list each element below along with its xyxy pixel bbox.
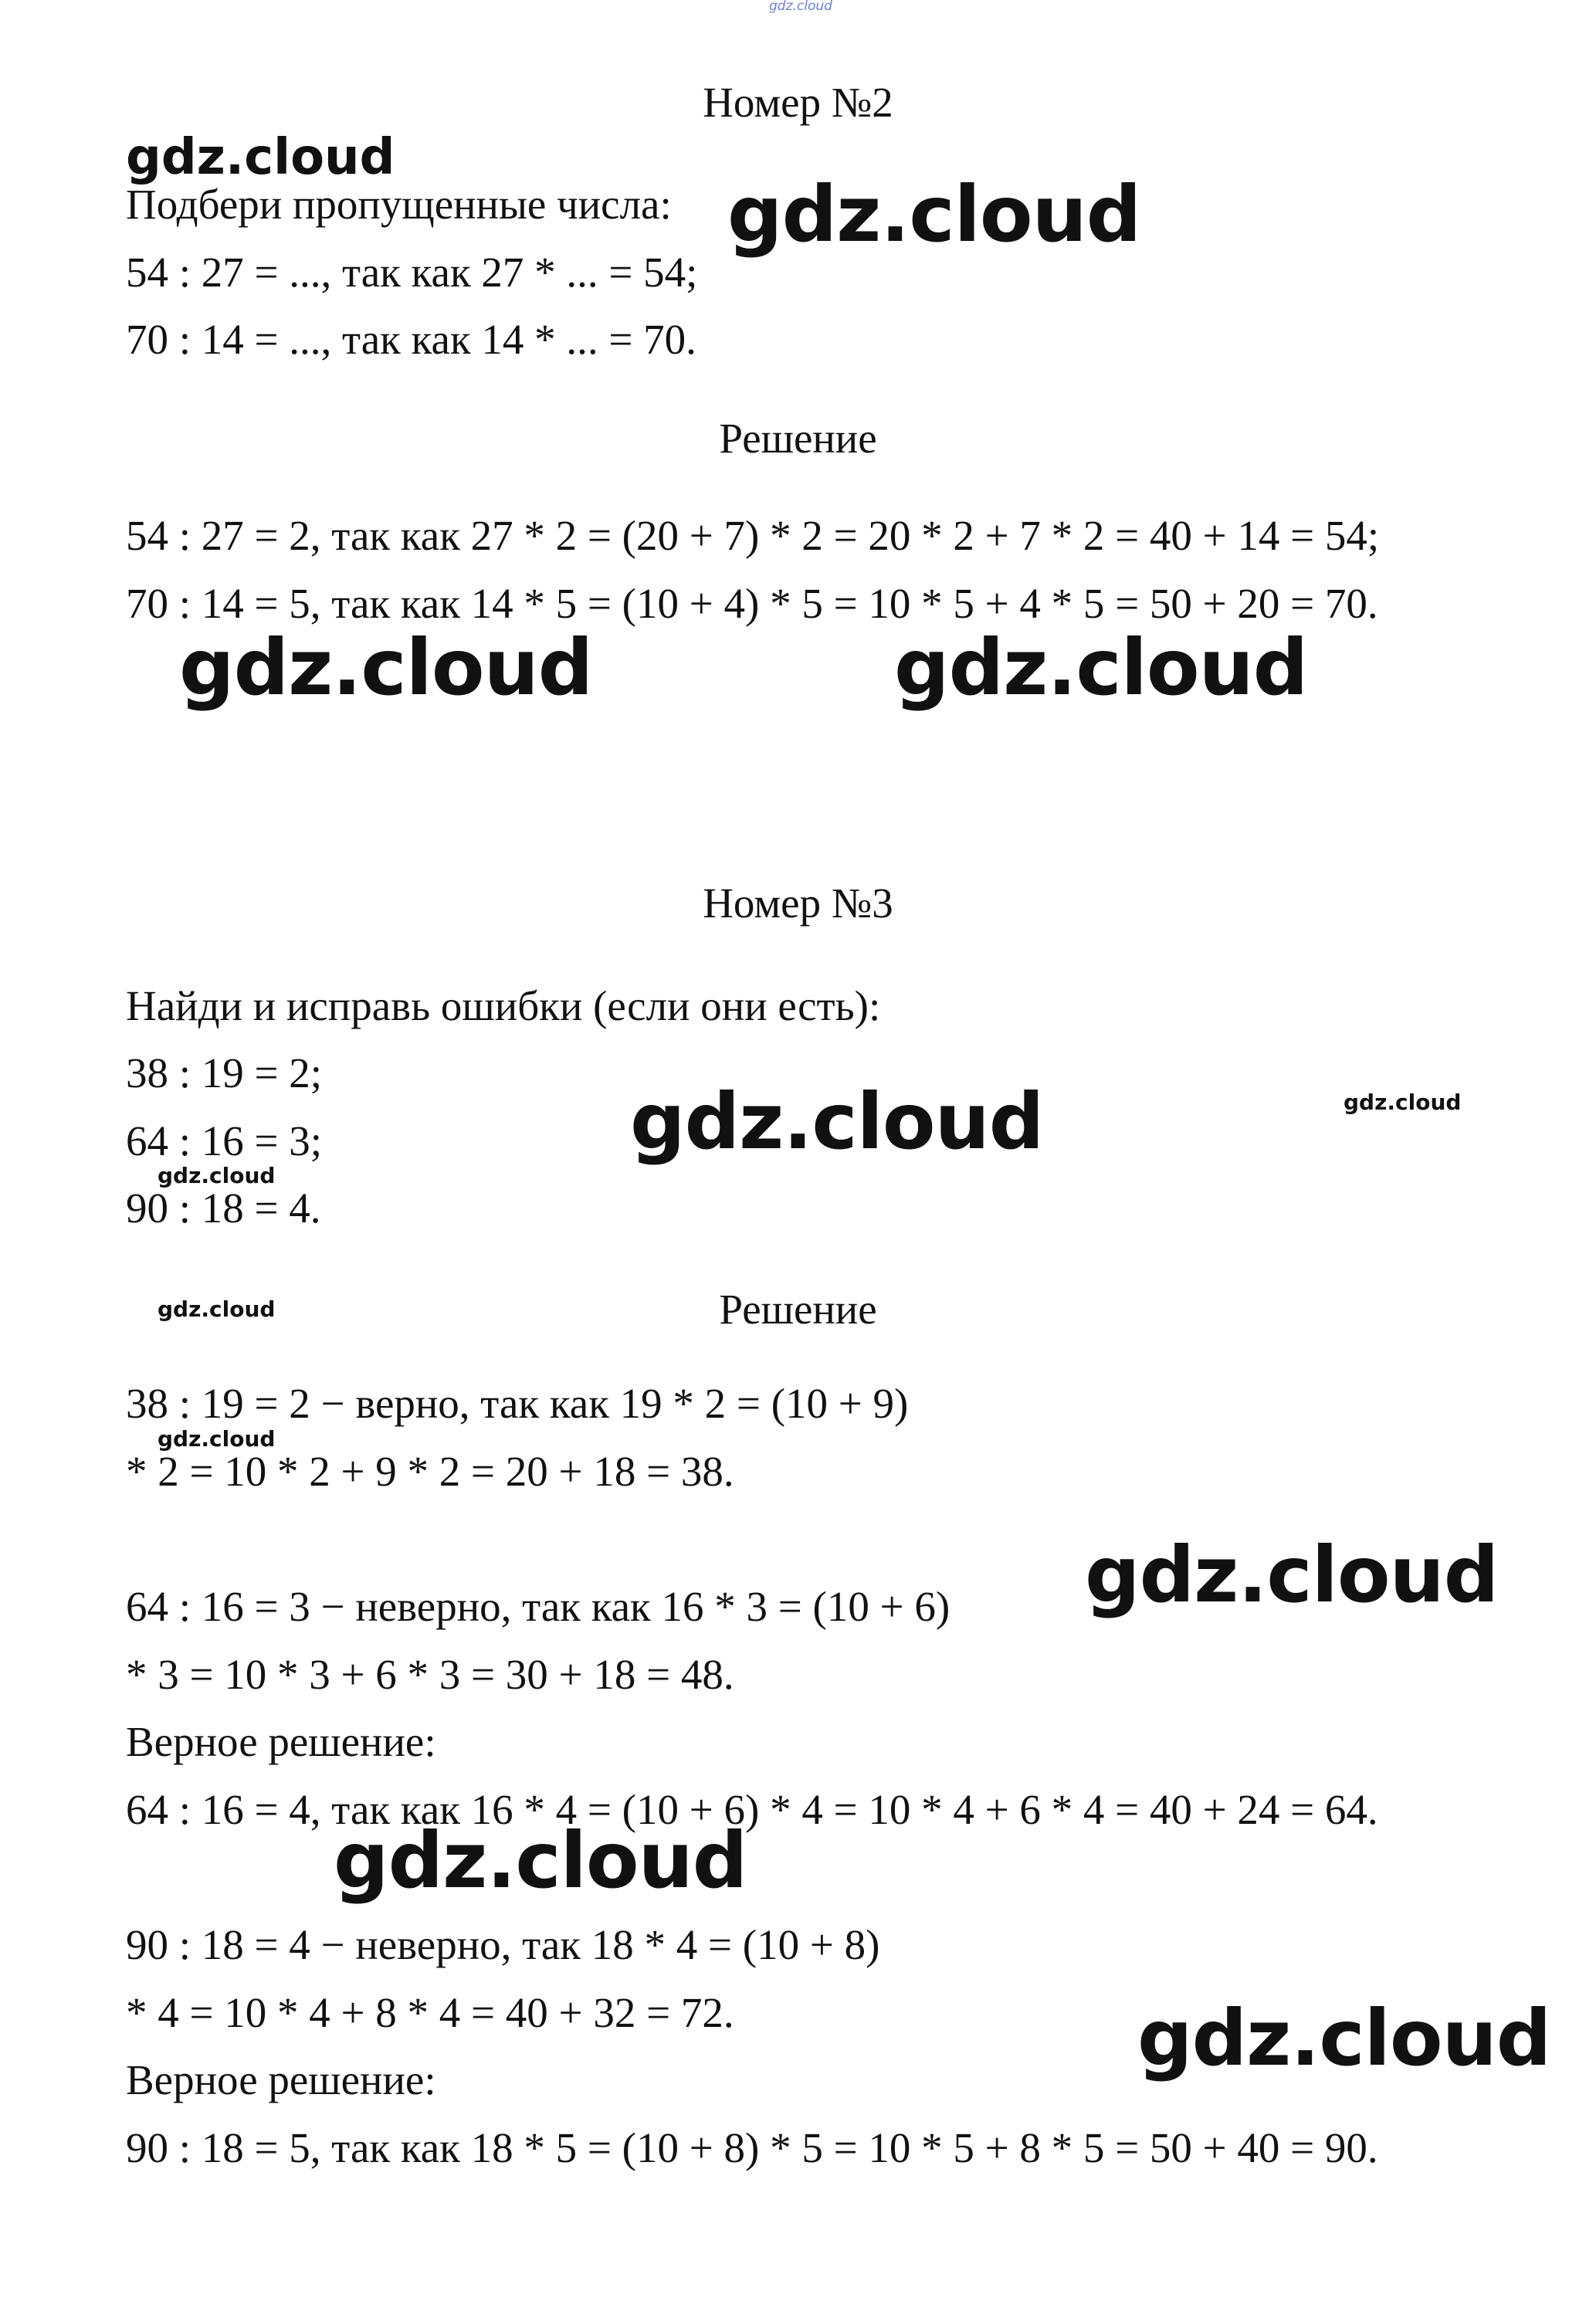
watermark-9: gdz.cloud: [158, 1426, 276, 1452]
problem3-solution-title: Решение: [719, 1286, 877, 1333]
watermark-8: gdz.cloud: [158, 1296, 276, 1322]
problem3-solution-line-1: 38 : 19 = 2 − верно, так как 19 * 2 = (10 + 9): [126, 1380, 909, 1427]
problem2-solution-line-2: 70 : 14 = 5, так как 14 * 5 = (10 + 4) * 5 = 10 * 5 + 4 * 5 = 50 + 20 = 70.: [126, 580, 1378, 627]
problem2-solution-line-1: 54 : 27 = 2, так как 27 * 2 = (20 + 7) * 2 = 20 * 2 + 7 * 2 = 40 + 14 = 54;: [126, 512, 1380, 559]
watermark-5: gdz.cloud: [630, 1076, 1044, 1167]
problem2-line-2: 70 : 14 = ..., так как 14 * ... = 70.: [126, 316, 696, 363]
problem3-solution-line-5: Верное решение:: [126, 1718, 436, 1765]
watermark-10: gdz.cloud: [1085, 1530, 1499, 1620]
problem3-solution-line-10: 90 : 18 = 5, так как 18 * 5 = (10 + 8) * 5 = 10 * 5 + 8 * 5 = 50 + 40 = 90.: [126, 2124, 1378, 2171]
watermark-7: gdz.cloud: [158, 1163, 276, 1188]
watermark-4: gdz.cloud: [894, 622, 1308, 713]
problem3-solution-line-7: 90 : 18 = 4 − неверно, так 18 * 4 = (10 + 8): [126, 1921, 880, 1968]
watermark-2: gdz.cloud: [727, 169, 1141, 259]
problem2-prompt: Подбери пропущенные числа:: [126, 181, 672, 228]
watermark-11: gdz.cloud: [334, 1815, 747, 1906]
problem3-solution-line-3: 64 : 16 = 3 − неверно, так как 16 * 3 = (10 + 6): [126, 1583, 950, 1630]
problem2-line-1: 54 : 27 = ..., так как 27 * ... = 54;: [126, 249, 698, 296]
problem3-prompt: Найди и исправь ошибки (если они есть):: [126, 982, 881, 1029]
problem2-solution-title: Решение: [719, 415, 877, 462]
problem3-line-3: 90 : 18 = 4.: [126, 1184, 321, 1232]
problem3-line-1: 38 : 19 = 2;: [126, 1049, 323, 1096]
problem3-solution-line-9: Верное решение:: [126, 2056, 436, 2103]
problem2-title: Номер №2: [703, 79, 893, 126]
watermark-top: gdz.cloud: [769, 0, 832, 14]
problem3-solution-line-8: * 4 = 10 * 4 + 8 * 4 = 40 + 32 = 72.: [126, 1989, 734, 2036]
problem3-title: Номер №3: [703, 879, 893, 927]
watermark-12: gdz.cloud: [1137, 1993, 1551, 2083]
problem3-solution-line-6: 64 : 16 = 4, так как 16 * 4 = (10 + 6) * 4 = 10 * 4 + 6 * 4 = 40 + 24 = 64.: [126, 1786, 1378, 1833]
watermark-6: gdz.cloud: [1344, 1090, 1462, 1115]
problem3-line-2: 64 : 16 = 3;: [126, 1117, 323, 1164]
watermark-1: gdz.cloud: [126, 129, 395, 186]
problem3-solution-line-2: * 2 = 10 * 2 + 9 * 2 = 20 + 18 = 38.: [126, 1448, 734, 1495]
problem3-solution-line-4: * 3 = 10 * 3 + 6 * 3 = 30 + 18 = 48.: [126, 1651, 734, 1698]
watermark-3: gdz.cloud: [179, 622, 593, 713]
